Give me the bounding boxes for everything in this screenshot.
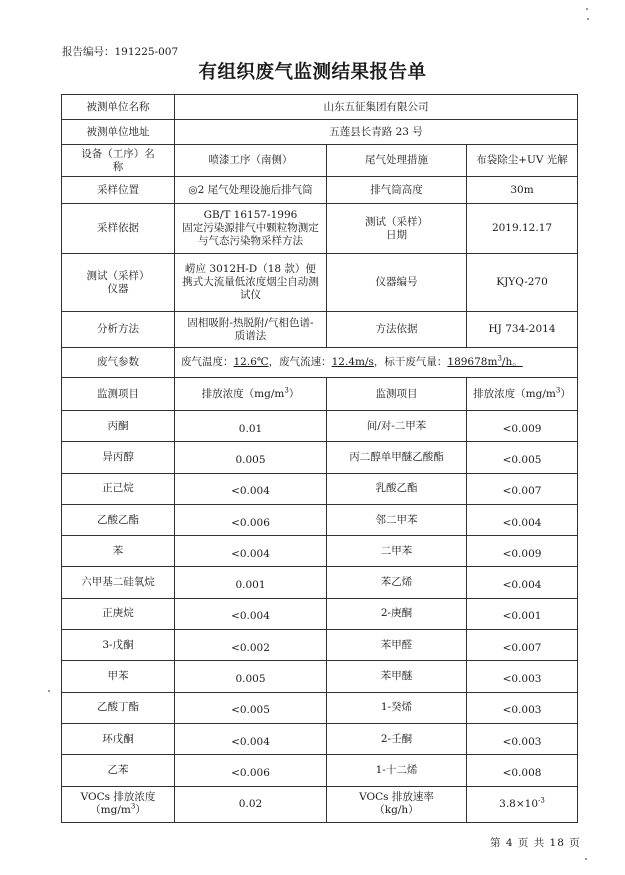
height-label: 排气筒高度 [327,177,467,204]
item-value: <0.005 [175,692,327,723]
report-title: 有组织废气监测结果报告单 [198,62,427,83]
table-row [62,536,578,567]
item-value: <0.004 [175,473,327,504]
table-row [62,630,578,661]
item-value: <0.006 [175,755,327,786]
item-value: 0.001 [175,567,327,598]
item-name: 2-庚酮 [327,598,467,629]
basis-label: 采样依据 [62,204,175,254]
item-header-2: 监测项目 [327,378,467,411]
item-value: 0.005 [175,661,327,692]
date-label: 测试（采样）日期 [327,204,467,254]
item-value: <0.008 [467,755,578,786]
item-name: 二甲苯 [327,536,467,567]
method-basis-label: 方法依据 [327,312,467,348]
instrument-row [62,254,578,312]
item-value: <0.009 [467,411,578,442]
item-value: 0.005 [175,442,327,473]
item-value: <0.009 [467,536,578,567]
method-value: 固相吸附-热脱附/气相色谱-质谱法 [175,312,327,348]
instrument-value: 崂应 3012H-D（18 款）便携式大流量低浓度烟尘自动测试仪 [175,254,327,312]
item-name: 异丙醇 [62,442,175,473]
equipment-label: 设备（工序）名称 [62,145,175,177]
table-row [62,473,578,504]
voc-row [62,786,578,822]
conc-header-2: 排放浓度$(mg/m^3)$ [467,378,578,411]
instrument-no-value: KJYQ-270 [467,254,578,312]
table-row [62,755,578,786]
item-name: 1-十二烯 [327,755,467,786]
item-name: 苯乙烯 [327,567,467,598]
equipment-value: 喷漆工序（南侧） [175,145,327,177]
item-name: 丙二醇单甲醚乙酸酯 [327,442,467,473]
address-value: 五莲县长青路 23 号 [175,120,578,145]
gas-params-value: 废气温度：12.6℃，废气流速：12.4m/s，标干废气量：$189678m^3/h$。 [175,348,578,378]
table-row [62,411,578,442]
unit-label: 被测单位名称 [62,95,175,120]
basis-value [175,204,327,254]
item-value: <0.004 [175,536,327,567]
item-name: 间/对-二甲苯 [327,411,467,442]
position-row [62,177,578,204]
item-name: 环戊酮 [62,723,175,754]
item-value: <0.004 [467,504,578,535]
page-footer: 第 4 页 共 18 页 [490,837,581,849]
treatment-value: 布袋除尘+UV 光解 [467,145,578,177]
item-name: 1-癸烯 [327,692,467,723]
item-value: <0.005 [467,442,578,473]
item-value: 0.01 [175,411,327,442]
voc-conc-label: VOCs 排放浓度 $(mg/m^3)$ [62,786,175,822]
item-value: <0.007 [467,473,578,504]
address-label: 被测单位地址 [62,120,175,145]
item-header: 监测项目 [62,378,175,411]
table-row [62,567,578,598]
gas-flow: $189678m^3/h$。 [447,354,523,368]
item-name: 2-壬酮 [327,723,467,754]
item-value: <0.003 [467,692,578,723]
basis-standard: GB/T 16157-1996 [203,209,298,221]
item-name: 六甲基二硅氧烷 [62,567,175,598]
table-row [62,661,578,692]
item-name: 乙酸丁酯 [62,692,175,723]
item-name: 丙酮 [62,411,175,442]
table-row [62,692,578,723]
unit-row [62,95,578,120]
gas-velocity: 12.4m/s [331,356,374,368]
address-row [62,120,578,145]
report-number: 报告编号：191225-007 [62,46,179,58]
item-name: 正庚烷 [62,598,175,629]
equipment-row [62,145,578,177]
item-value: <0.007 [467,630,578,661]
position-value: ◎2 尾气处理设施后排气筒 [175,177,327,204]
item-name: 3-戊酮 [62,630,175,661]
voc-conc-value: 0.02 [175,786,327,822]
gas-temperature: 12.6℃ [233,356,269,368]
item-name: 苯 [62,536,175,567]
conc-header: 排放浓度$(mg/m^3)$ [175,378,327,411]
method-label: 分析方法 [62,312,175,348]
item-name: 乳酸乙酯 [327,473,467,504]
date-value: 2019.12.17 [467,204,578,254]
item-value: <0.002 [175,630,327,661]
instrument-no-label: 仪器编号 [327,254,467,312]
method-row [62,312,578,348]
item-value: <0.003 [467,661,578,692]
position-label: 采样位置 [62,177,175,204]
voc-rate-value: $3.8\times 10^{-3}$ [467,786,578,822]
results-header-row [62,378,578,411]
unit-value: 山东五征集团有限公司 [175,95,578,120]
item-value: <0.004 [175,598,327,629]
item-value: <0.003 [467,723,578,754]
item-name: 乙苯 [62,755,175,786]
gas-params-row [62,348,578,378]
results-table [61,94,578,823]
table-row [62,598,578,629]
basis-row [62,204,578,254]
table-row [62,723,578,754]
gas-params-label: 废气参数 [62,348,175,378]
method-basis-value: HJ 734-2014 [467,312,578,348]
instrument-label: 测试（采样）仪器 [62,254,175,312]
item-name: 甲苯 [62,661,175,692]
table-row [62,442,578,473]
item-name: 乙酸乙酯 [62,504,175,535]
item-value: <0.004 [175,723,327,754]
basis-standard-title: 固定污染源排气中颗粒物测定与气态污染物采样方法 [182,222,319,247]
voc-rate-label: VOCs 排放速率 （kg/h） [327,786,467,822]
item-name: 邻二甲苯 [327,504,467,535]
item-name: 苯甲醛 [327,630,467,661]
item-name: 苯甲醚 [327,661,467,692]
item-value: <0.006 [175,504,327,535]
item-value: <0.001 [467,598,578,629]
height-value: 30m [467,177,578,204]
item-name: 正己烷 [62,473,175,504]
table-row [62,504,578,535]
treatment-label: 尾气处理措施 [327,145,467,177]
item-value: <0.004 [467,567,578,598]
